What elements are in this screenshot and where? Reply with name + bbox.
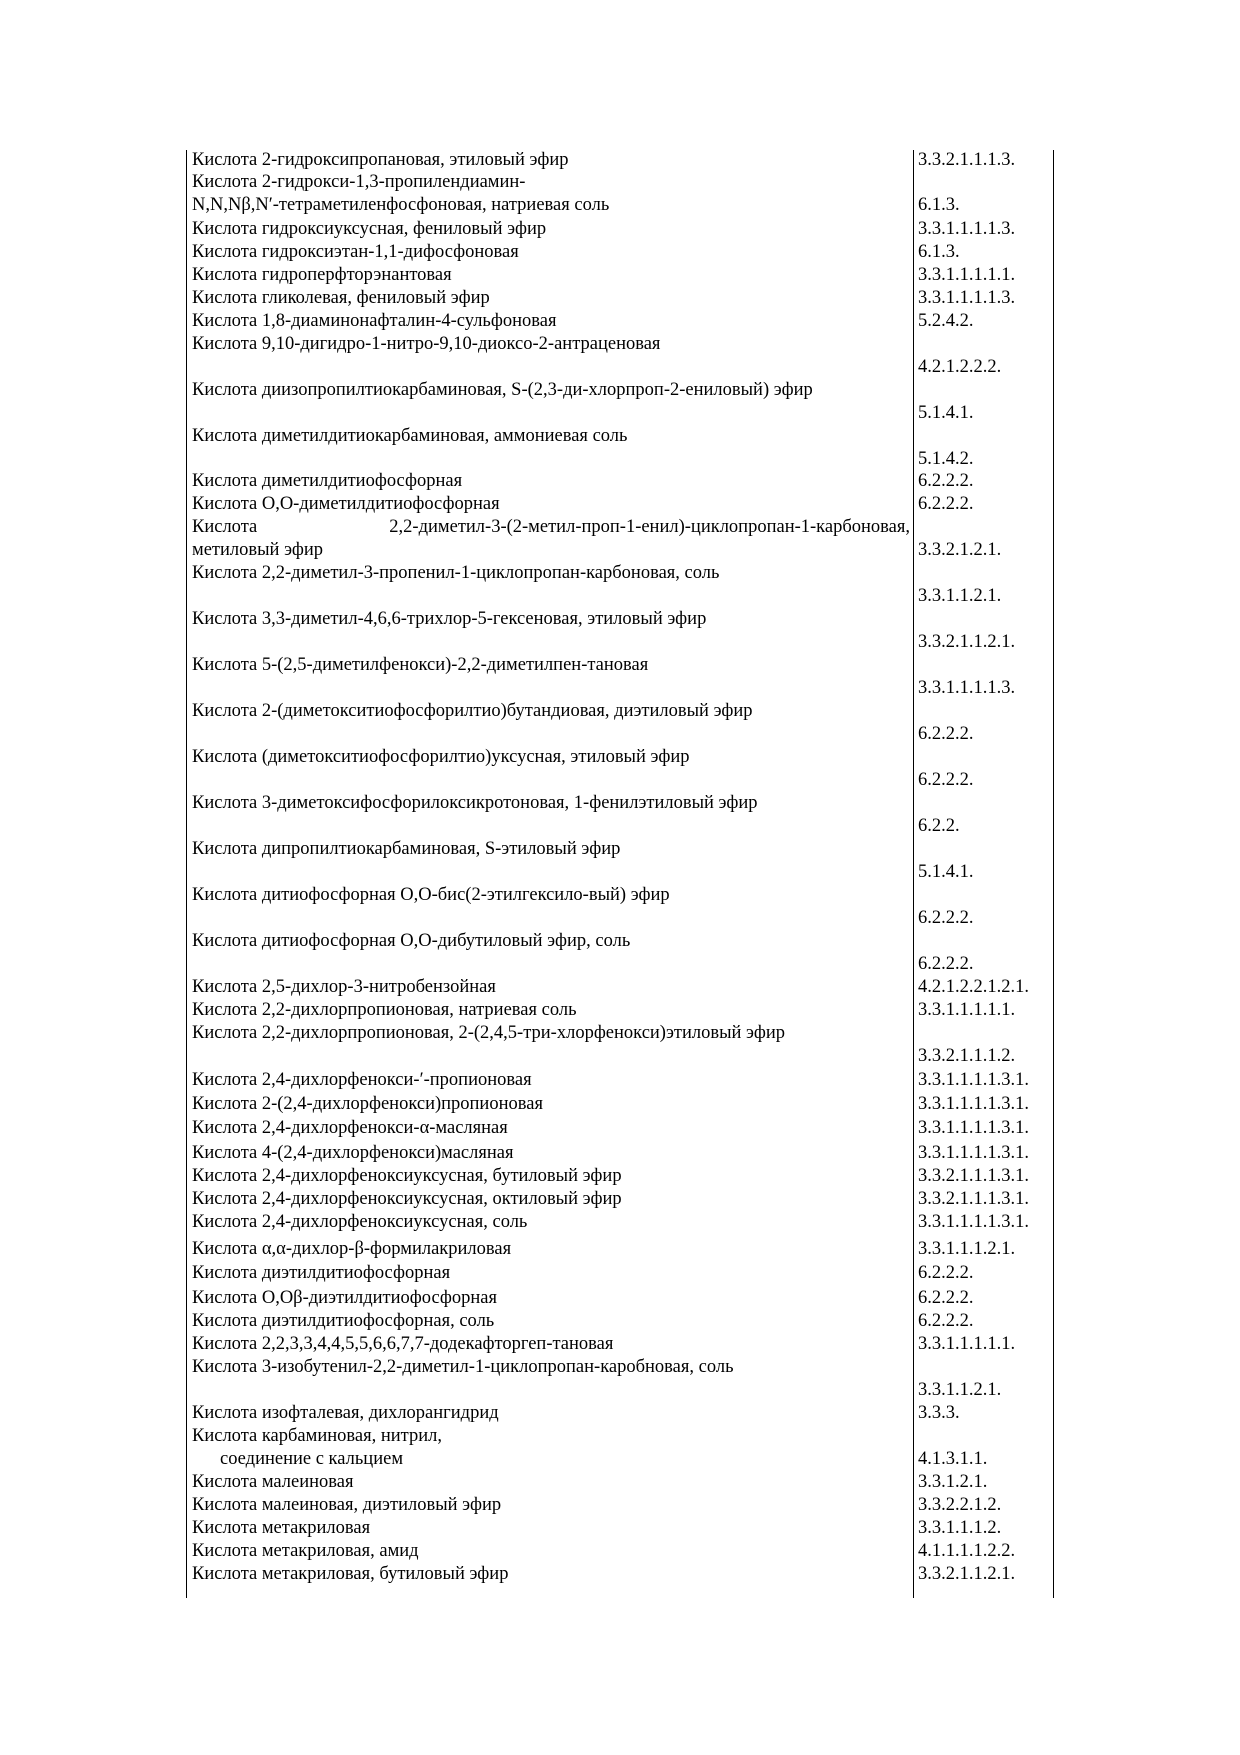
substance-name: Кислота 2,4-дихлорфенокси-′-пропионовая <box>192 1070 532 1090</box>
substance-name: Кислота дитиофосфорная О,О-бис(2-этилгексило-вый) эфир <box>192 885 670 905</box>
substance-name: Кислота диметилдитиокарбаминовая, аммониевая соль <box>192 426 628 446</box>
section-code: 3.3.3. <box>918 1403 960 1423</box>
substance-name: Кислота 3-диметоксифосфорилоксикротоновая, 1-фенилэтиловый эфир <box>192 793 758 813</box>
section-code: 3.3.1.1.2.1. <box>918 1380 1002 1400</box>
section-code: 6.2.2.2. <box>918 471 974 491</box>
substance-name: Кислота малеиновая <box>192 1472 354 1492</box>
section-code: 3.3.2.2.1.2. <box>918 1495 1002 1515</box>
substance-name: Кислота изофталевая, дихлорангидрид <box>192 1403 499 1423</box>
section-code: 3.3.2.1.1.1.3.1. <box>918 1189 1029 1209</box>
section-code: 6.2.2.2. <box>918 954 974 974</box>
substance-name: Кислота диметилдитиофосфорная <box>192 471 463 491</box>
section-code: 6.2.2.2. <box>918 724 974 744</box>
section-code: 4.2.1.2.2.2. <box>918 357 1002 377</box>
substance-name: Кислота 2,5-дихлор-3-нитробензойная <box>192 977 496 997</box>
section-code: 3.3.1.1.1.2. <box>918 1518 1002 1538</box>
substance-name: метиловый эфир <box>192 540 324 560</box>
substance-name: Кислота О,Оβ-диэтилдитиофосфорная <box>192 1288 498 1308</box>
table-left-border <box>186 150 187 1598</box>
substance-name: Кислота (диметокситиофосфорилтио)уксусная, этиловый эфир <box>192 747 690 767</box>
substance-name: Кислота гидроксиэтан-1,1-дифосфоновая <box>192 242 519 262</box>
section-code: 5.1.4.1. <box>918 403 974 423</box>
table-right-border <box>1053 150 1054 1598</box>
section-code: 3.3.1.1.1.1.1. <box>918 265 1016 285</box>
substance-name: Кислота 2-(диметокситиофосфорилтио)бутандиовая, диэтиловый эфир <box>192 701 753 721</box>
substance-name: Кислота карбаминовая, нитрил, <box>192 1426 442 1446</box>
substance-name: Кислота 2,2-дихлорпропионовая, натриевая соль <box>192 1000 577 1020</box>
section-code: 3.3.1.1.1.1.1. <box>918 1334 1016 1354</box>
section-code: 4.2.1.2.2.1.2.1. <box>918 977 1029 997</box>
substance-name: Кислота 2-гидроксипропановая, этиловый эфир <box>192 150 569 170</box>
substance-name: соединение с кальцием <box>220 1449 404 1469</box>
section-code: 3.3.2.1.1.1.3. <box>918 150 1016 170</box>
table-column-divider <box>913 150 914 1598</box>
section-code: 6.2.2.2. <box>918 1288 974 1308</box>
substance-name: Кислота 5-(2,5-диметилфенокси)-2,2-диметилпен-тановая <box>192 655 649 675</box>
section-code: 3.3.1.1.1.1.3.1. <box>918 1070 1029 1090</box>
substance-name: Кислота дипропилтиокарбаминовая, S-этиловый эфир <box>192 839 621 859</box>
substance-name: Кислота 2,2-диметил-3-(2-метил-проп-1-енил)-циклопропан-1-карбоновая, <box>192 517 910 537</box>
section-code: 6.2.2.2. <box>918 1263 974 1283</box>
substance-name: Кислота 2,4-дихлорфеноксиуксусная, соль <box>192 1212 528 1232</box>
substance-name: Кислота диэтилдитиофосфорная <box>192 1263 451 1283</box>
section-code: 3.3.1.1.1.1.3. <box>918 678 1016 698</box>
substance-name: Кислота 9,10-дигидро-1-нитро-9,10-диоксо-2-антраценовая <box>192 334 661 354</box>
substance-name: Кислота метакриловая, бутиловый эфир <box>192 1564 509 1584</box>
section-code: 6.2.2.2. <box>918 908 974 928</box>
section-code: 6.2.2.2. <box>918 770 974 790</box>
section-code: 3.3.1.1.1.1.3.1. <box>918 1094 1029 1114</box>
substance-name: N,N,Nβ,N′-тетраметиленфосфоновая, натриевая соль <box>192 195 610 215</box>
substance-name: Кислота О,О-диметилдитиофосфорная <box>192 494 500 514</box>
section-code: 5.1.4.2. <box>918 449 974 469</box>
section-code: 3.3.2.1.2.1. <box>918 540 1002 560</box>
substance-name: Кислота 2-(2,4-дихлорфенокси)пропионовая <box>192 1094 543 1114</box>
section-code: 6.2.2. <box>918 816 960 836</box>
substance-name: Кислота 4-(2,4-дихлорфенокси)масляная <box>192 1143 514 1163</box>
substance-name: Кислота 2,2,3,3,4,4,5,5,6,6,7,7-додекафторгеп-тановая <box>192 1334 614 1354</box>
substance-name: Кислота гидроксиуксусная, фениловый эфир <box>192 219 547 239</box>
substance-name: Кислота 2,2-диметил-3-пропенил-1-циклопропан-карбоновая, соль <box>192 563 720 583</box>
substance-name: Кислота 3-изобутенил-2,2-диметил-1-циклопропан-каробновая, соль <box>192 1357 734 1377</box>
substance-name: Кислота 2,4-дихлорфеноксиуксусная, бутиловый эфир <box>192 1166 622 1186</box>
section-code: 4.1.3.1.1. <box>918 1449 988 1469</box>
substance-name: Кислота α,α-дихлор-β-формилакриловая <box>192 1239 512 1259</box>
section-code: 3.3.2.1.1.1.2. <box>918 1046 1016 1066</box>
section-code: 6.2.2.2. <box>918 494 974 514</box>
substance-name: Кислота метакриловая, амид <box>192 1541 419 1561</box>
section-code: 3.3.1.1.1.1.3.1. <box>918 1212 1029 1232</box>
substance-name: Кислота метакриловая <box>192 1518 371 1538</box>
section-code: 3.3.1.1.1.1.3.1. <box>918 1143 1029 1163</box>
section-code: 6.1.3. <box>918 242 960 262</box>
substance-name: Кислота диэтилдитиофосфорная, соль <box>192 1311 495 1331</box>
section-code: 3.3.1.1.1.1.1. <box>918 1000 1016 1020</box>
substance-name: Кислота 2,4-дихлорфеноксиуксусная, октиловый эфир <box>192 1189 622 1209</box>
section-code: 3.3.1.1.2.1. <box>918 586 1002 606</box>
substance-name: Кислота 2-гидрокси-1,3-пропилендиамин- <box>192 172 526 192</box>
substance-name: Кислота 1,8-диаминонафталин-4-сульфоновая <box>192 311 557 331</box>
section-code: 5.1.4.1. <box>918 862 974 882</box>
section-code: 3.3.1.1.1.1.3.1. <box>918 1118 1029 1138</box>
substance-name: Кислота дитиофосфорная О,О-дибутиловый эфир, соль <box>192 931 631 951</box>
substance-name: Кислота 2,2-дихлорпропионовая, 2-(2,4,5-три-хлорфенокси)этиловый эфир <box>192 1023 786 1043</box>
substance-name: Кислота гидроперфторэнантовая <box>192 265 452 285</box>
section-code: 3.3.1.2.1. <box>918 1472 988 1492</box>
section-code: 6.1.3. <box>918 195 960 215</box>
section-code: 3.3.2.1.1.2.1. <box>918 1564 1016 1584</box>
substance-name: Кислота диизопропилтиокарбаминовая, S-(2,3-ди-хлорпроп-2-ениловый) эфир <box>192 380 813 400</box>
section-code: 3.3.1.1.1.2.1. <box>918 1239 1016 1259</box>
section-code: 4.1.1.1.1.2.2. <box>918 1541 1016 1561</box>
section-code: 3.3.2.1.1.2.1. <box>918 632 1016 652</box>
substance-name: Кислота 2,4-дихлорфенокси-α-масляная <box>192 1118 508 1138</box>
section-code: 3.3.2.1.1.1.3.1. <box>918 1166 1029 1186</box>
substance-name: Кислота гликолевая, фениловый эфир <box>192 288 490 308</box>
section-code: 5.2.4.2. <box>918 311 974 331</box>
section-code: 6.2.2.2. <box>918 1311 974 1331</box>
substance-name: Кислота 3,3-диметил-4,6,6-трихлор-5-гексеновая, этиловый эфир <box>192 609 707 629</box>
section-code: 3.3.1.1.1.1.3. <box>918 219 1016 239</box>
section-code: 3.3.1.1.1.1.3. <box>918 288 1016 308</box>
substance-name: Кислота малеиновая, диэтиловый эфир <box>192 1495 502 1515</box>
